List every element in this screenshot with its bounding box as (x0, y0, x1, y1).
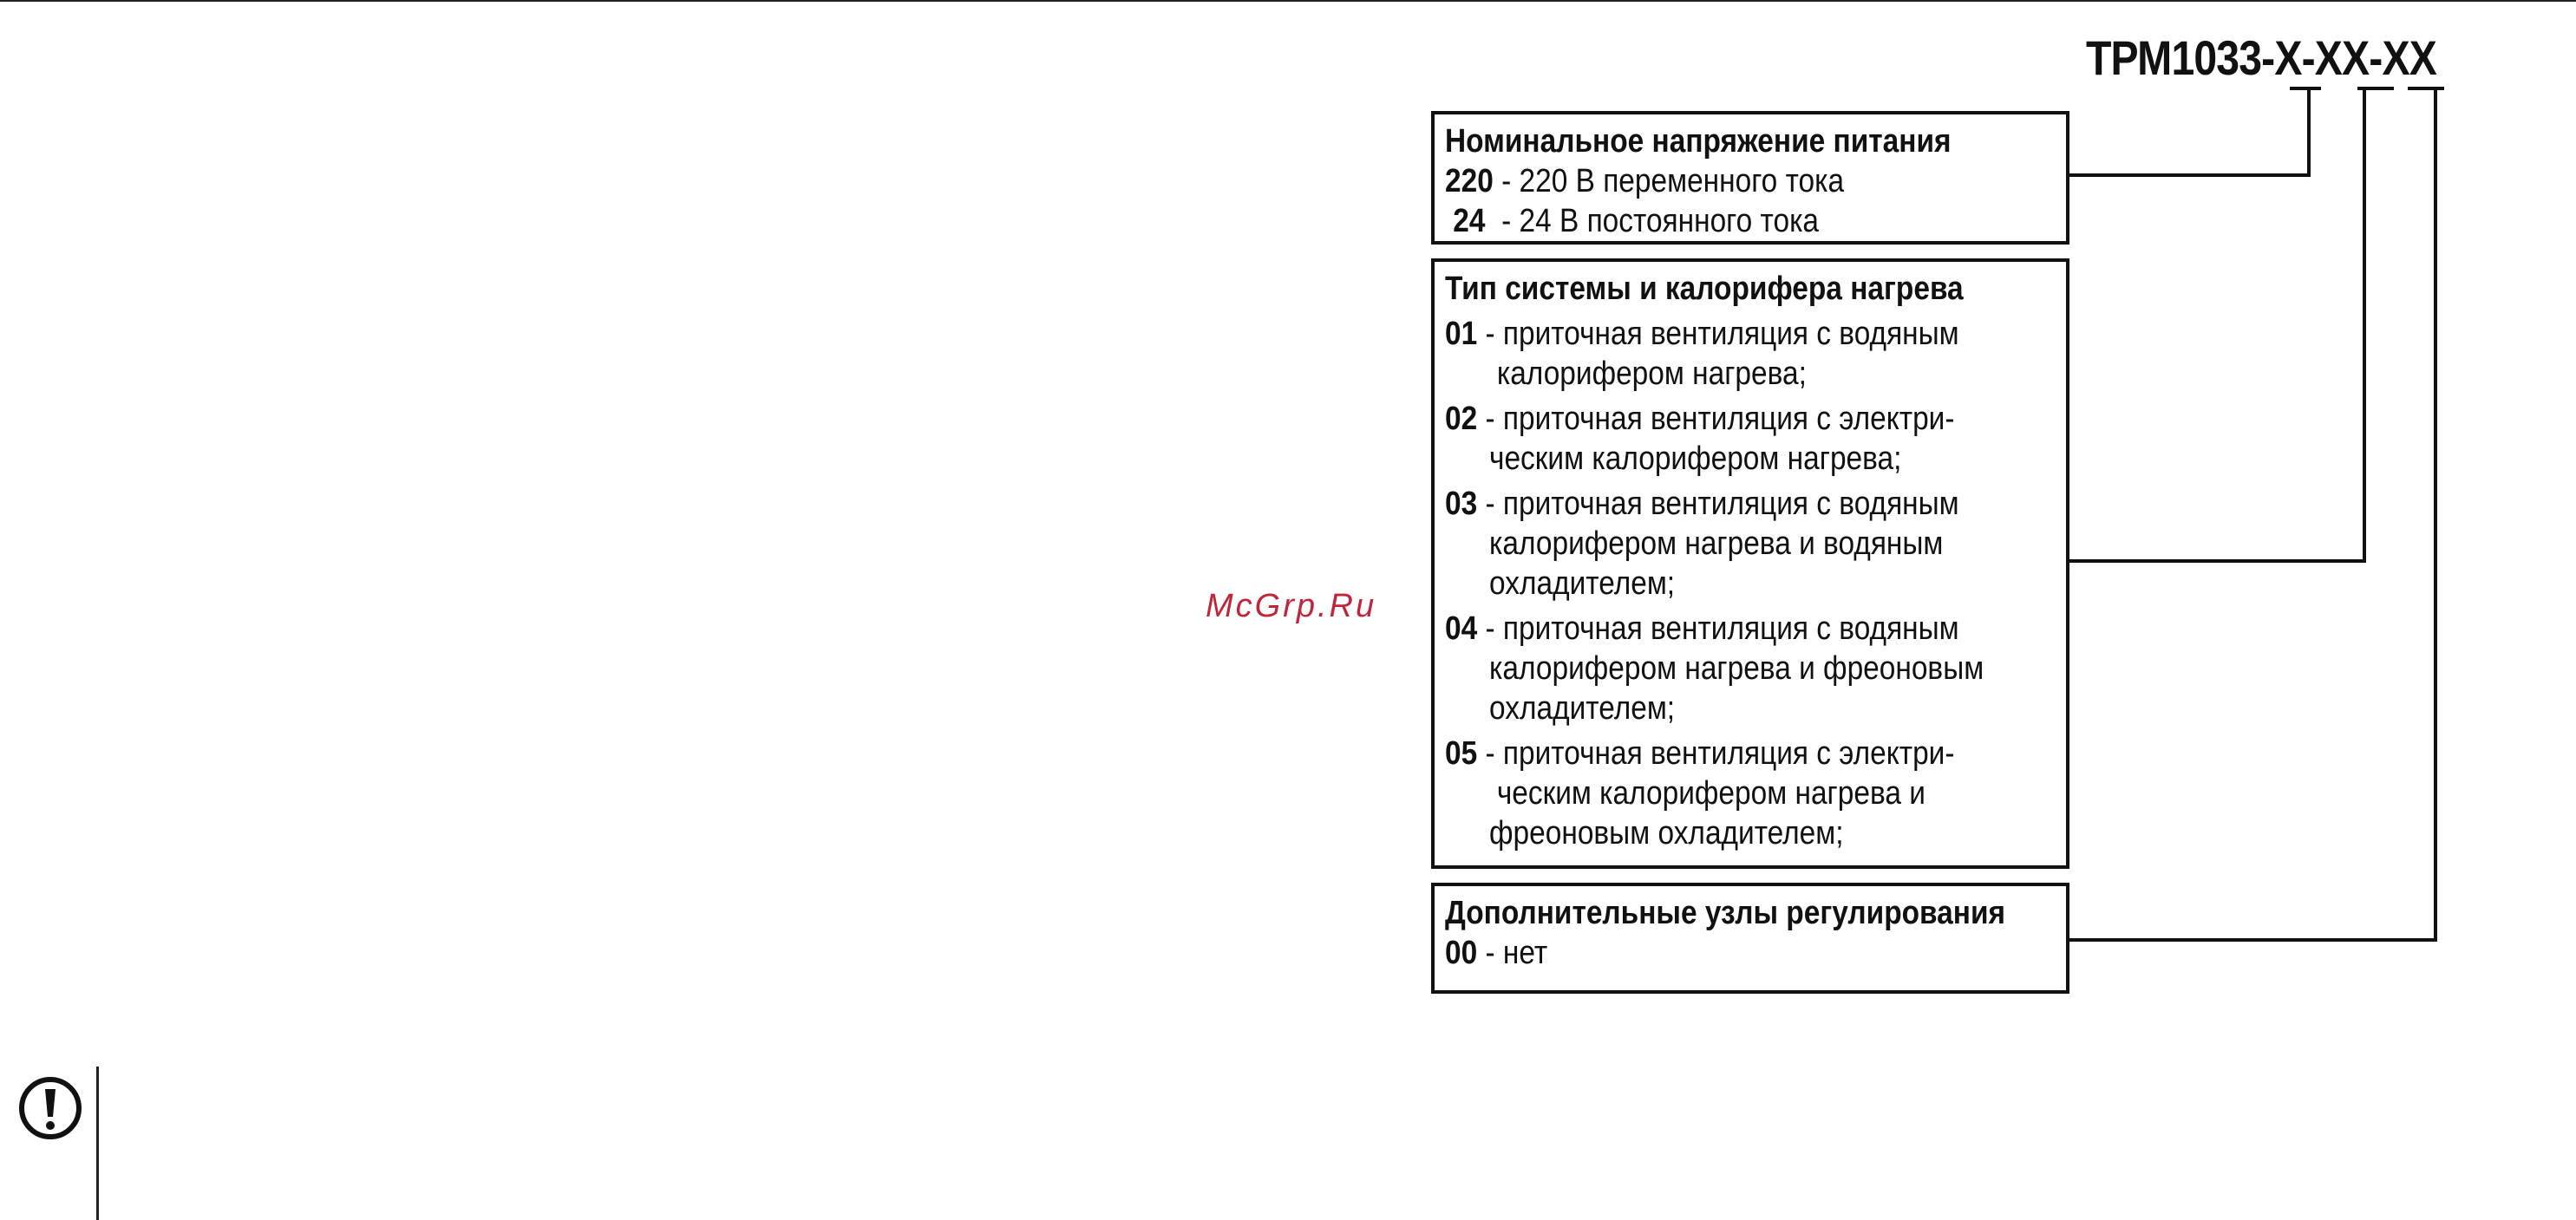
watermark: McGrp.Ru (1206, 588, 1377, 624)
extra-block (1431, 883, 2069, 994)
option-code: 00 (1445, 935, 1478, 971)
option-text: калорифером нагрева и фреоновым (1489, 650, 1984, 687)
voltage-block (1431, 111, 2069, 245)
exclamation-circle-icon (17, 1075, 83, 1141)
option-text: - 24 В постоянного тока (1485, 203, 1820, 239)
extra-option-00 (1445, 933, 1991, 973)
system-option-04 (1445, 609, 2066, 728)
system-option-05 (1445, 734, 2066, 853)
option-code: 05 (1445, 735, 1478, 772)
option-text: - приточная вентиляция с водяным (1477, 486, 1959, 522)
system-option-01 (1445, 314, 2066, 394)
connector-extra (2069, 88, 2435, 940)
system-option-02 (1445, 399, 2066, 479)
connector-voltage (2069, 88, 2309, 175)
connector-system (2069, 88, 2364, 561)
designation-code: ТРМ1033-Х-ХХ-ХХ (2086, 30, 2436, 85)
option-code: 01 (1445, 316, 1478, 352)
option-text: фреоновым охладителем; (1489, 815, 1844, 851)
option-text: охладителем; (1489, 565, 1676, 602)
system-title: Тип системы и калорифера нагрева (1445, 271, 1964, 307)
option-text: - нет (1477, 935, 1548, 971)
option-text: калорифером нагрева и водяным (1489, 525, 1944, 562)
option-code: 220 (1445, 163, 1494, 199)
option-text: - приточная вентиляция с электри- (1477, 401, 1955, 437)
option-code: 04 (1445, 610, 1478, 647)
voltage-option-220 (1445, 161, 1991, 201)
voltage-title: Номинальное напряжение питания (1445, 123, 1952, 160)
option-code: 02 (1445, 401, 1478, 437)
option-text: - 220 В переменного тока (1493, 163, 1845, 199)
option-text: - приточная вентиляция с водяным (1477, 610, 1959, 647)
system-option-03 (1445, 484, 2066, 603)
option-text: ческим калорифером нагрева; (1489, 440, 1902, 477)
margin-rule (96, 1067, 99, 1220)
extra-title: Дополнительные узлы регулирования (1445, 895, 2006, 931)
option-text: калорифером нагрева; (1496, 356, 1807, 392)
option-text: охладителем; (1489, 690, 1676, 727)
option-code: 24 (1445, 203, 1486, 239)
option-text: - приточная вентиляция с водяным (1477, 316, 1959, 352)
option-text: ческим калорифером нагрева и (1496, 775, 1925, 812)
option-text: - приточная вентиляция с электри- (1477, 735, 1955, 772)
voltage-option-24 (1445, 201, 1991, 241)
option-code: 03 (1445, 486, 1478, 522)
system-block (1431, 258, 2069, 869)
